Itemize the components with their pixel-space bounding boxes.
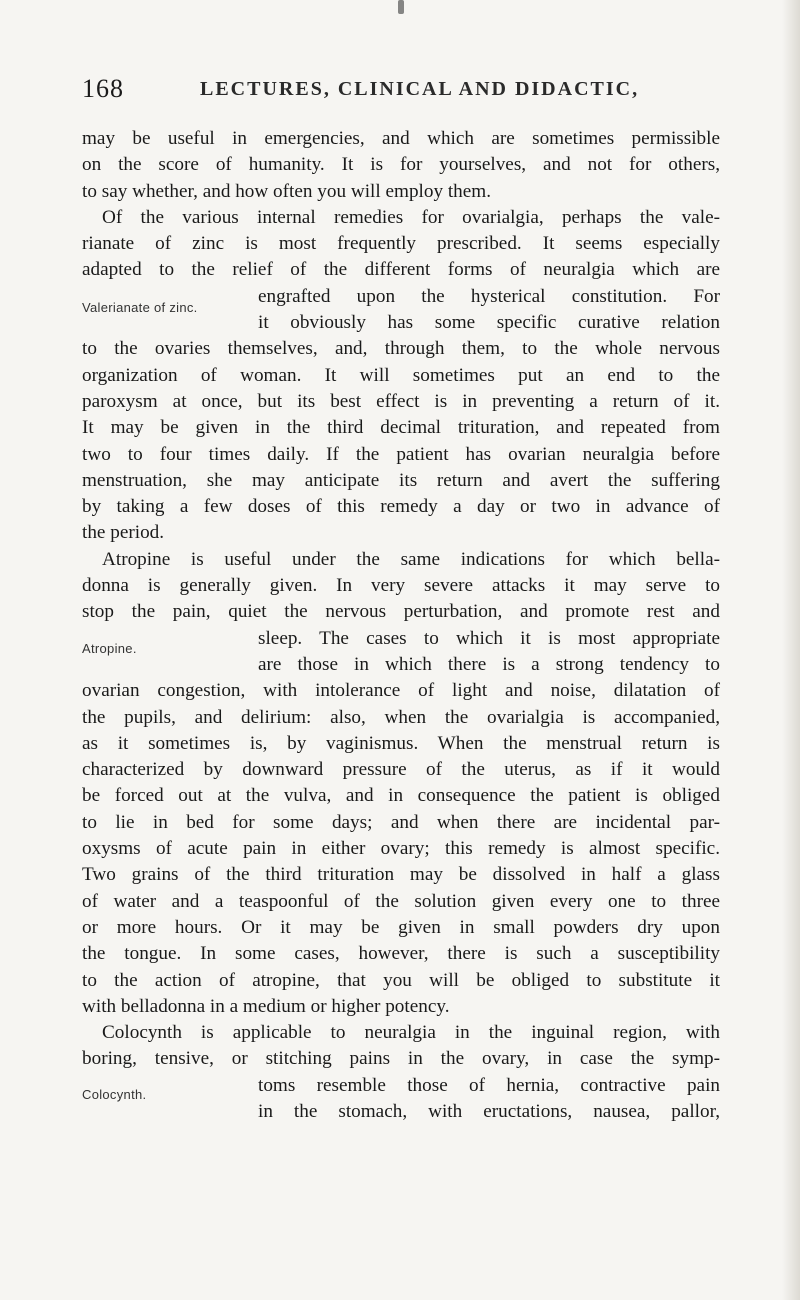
- text-line: toms resemble those of hernia, contractive pain: [258, 1074, 720, 1096]
- text-line: rianate of zinc is most frequently prescribed. It seems especially: [82, 233, 720, 255]
- text-line: Atropine is useful under the same indications for which bella-: [102, 548, 720, 570]
- text-line: on the score of humanity. It is for yourselves, and not for others,: [82, 154, 720, 176]
- text-line: menstruation, she may anticipate its return and avert the suffering: [82, 469, 720, 491]
- text-line: the tongue. In some cases, however, there is such a susceptibility: [82, 943, 720, 965]
- text-line: two to four times daily. If the patient has ovarian neuralgia before: [82, 443, 720, 465]
- text-line: boring, tensive, or stitching pains in the ovary, in case the symp-: [82, 1048, 720, 1070]
- page-edge-shadow: [782, 0, 800, 1300]
- text-line: to lie in bed for some days; and when there are incidental par-: [82, 811, 720, 833]
- text-line: sleep. The cases to which it is most appropriate: [258, 627, 720, 649]
- text-line: Of the various internal remedies for ovarialgia, perhaps the vale-: [102, 206, 720, 228]
- text-line: the period.: [82, 522, 165, 544]
- page-header: [82, 74, 722, 104]
- text-line: characterized by downward pressure of the uterus, as if it would: [82, 759, 720, 781]
- text-line: may be useful in emergencies, and which are sometimes permissible: [82, 128, 720, 149]
- page-number: 168: [82, 74, 124, 103]
- running-head: LECTURES, CLINICAL AND DIDACTIC,: [200, 78, 640, 100]
- text-line: by taking a few doses of this remedy a day or two in advance of: [82, 496, 720, 518]
- margin-note-colocynth: Colocynth.: [82, 1087, 147, 1102]
- text-line: oxysms of acute pain in either ovary; this remedy is almost specific.: [82, 838, 720, 860]
- text-line: to the ovaries themselves, and, through them, to the whole nervous: [82, 338, 720, 360]
- text-line: donna is generally given. In very severe attacks it may serve to: [82, 575, 720, 597]
- body-text: [82, 126, 720, 1125]
- text-line: the pupils, and delirium: also, when the ovarialgia is accompanied,: [82, 706, 720, 728]
- text-line: of water and a teaspoonful of the solution given every one to three: [82, 890, 720, 912]
- text-line: Colocynth is applicable to neuralgia in the inguinal region, with: [102, 1022, 720, 1044]
- text-line: are those in which there is a strong tendency to: [258, 653, 720, 675]
- page-top-mark: [398, 0, 404, 14]
- text-line: organization of woman. It will sometimes put an end to the: [82, 364, 720, 386]
- text-line: to say whether, and how often you will employ them.: [82, 180, 492, 202]
- margin-note-valerianate: Valerianate of zinc.: [82, 300, 198, 315]
- margin-note-atropine: Atropine.: [82, 641, 137, 656]
- text-line: with belladonna in a medium or higher potency.: [82, 995, 450, 1017]
- text-line: be forced out at the vulva, and in consequence the patient is obliged: [82, 785, 720, 807]
- text-line: or more hours. Or it may be given in small powders dry upon: [82, 916, 720, 938]
- text-line: It may be given in the third decimal trituration, and repeated from: [82, 417, 720, 439]
- text-line: stop the pain, quiet the nervous perturbation, and promote rest and: [82, 601, 720, 623]
- text-line: in the stomach, with eructations, nausea, pallor,: [258, 1100, 720, 1122]
- text-line: engrafted upon the hysterical constitution. For: [258, 285, 720, 307]
- text-line: ovarian congestion, with intolerance of light and noise, dilatation of: [82, 680, 720, 702]
- text-line: to the action of atropine, that you will be obliged to substitute it: [82, 969, 720, 991]
- text-line: it obviously has some specific curative relation: [258, 312, 720, 334]
- text-line: Two grains of the third trituration may be dissolved in half a glass: [82, 864, 720, 886]
- text-line: paroxysm at once, but its best effect is in preventing a return of it.: [82, 390, 720, 412]
- text-line: as it sometimes is, by vaginismus. When the menstrual return is: [82, 732, 720, 754]
- text-line: adapted to the relief of the different forms of neuralgia which are: [82, 259, 720, 281]
